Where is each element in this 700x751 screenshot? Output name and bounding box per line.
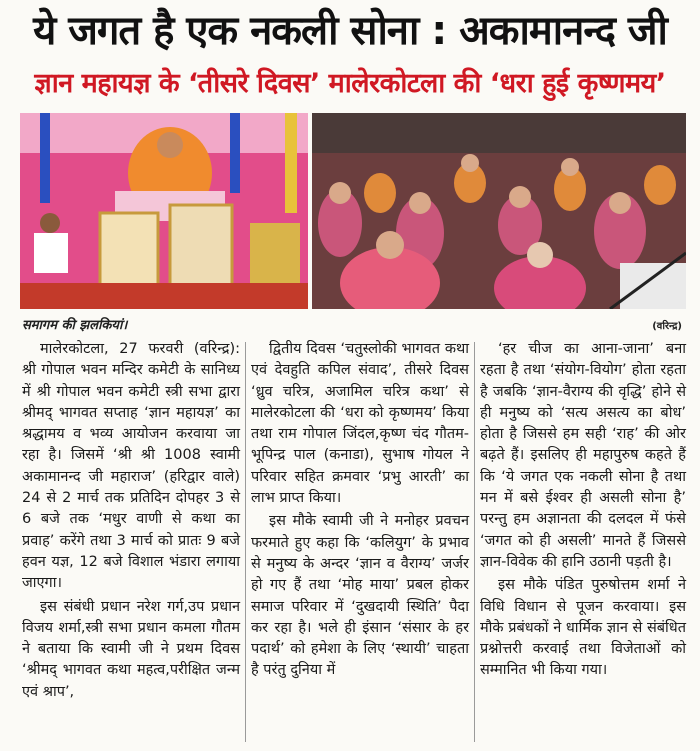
paragraph: ‘हर चीज का आना-जाना’ बना रहता है तथा ‘संयोग-वियोग’ होता रहता है जबकि ‘ज्ञान-वैराग्य की वृद्धि’ होने से ही मनुष्य को ‘सत्य असत्य का बोध’ होता है जिससे हम सही ‘राह’ की ओर बढ़ते हैं। इसलिए ही महापुरुष कहते हैं कि ‘ये जगत एक नकली सोना है तथा मन में बसे ईश्वर ही असली सोना है’ परन्तु हम अज्ञानता की दलदल में फंसे ‘जगत को ही असली’ मानते हैं जिससे ज्ञान-विवेक की हानि उठानी पड़ती है। <box>480 341 686 570</box>
photo-credit: (वरिन्द्र) <box>652 321 682 332</box>
column-1 <box>22 339 240 703</box>
column-2 <box>251 339 469 682</box>
paragraph: इस मौके स्वामी जी ने मनोहर प्रवचन फरमाते हुए कहा कि ‘कलियुग’ के प्रभाव से मनुष्य के अन्दर ‘ज्ञान व वैराग्य’ जर्जर हो गए हैं तथा ‘मोह माया’ प्रबल होकर समाज परिवार में ‘दुखदायी स्थिति’ पैदा कर रहा है। भले ही इंसान ‘संसार के हर पदार्थ’ को हमेशा के लिए ‘स्थायी’ चाहता है परंतु दुनिया में <box>251 513 469 679</box>
event-photo <box>20 113 686 309</box>
paragraph: मालेरकोटला, 27 फरवरी (वरिन्द्र): श्री गोपाल भवन मन्दिर कमेटी के सानिध्य में श्री गोपाल भवन कमेटी स्त्री सभा द्वारा श्रीमद् भागवत सप्ताह ‘ज्ञान महायज्ञ’ का श्रद्धामय व भव्य आयोजन करवाया जा रहा है। जिसमें ‘श्री श्री 1008 स्वामी अकामानन्द जी महाराज’ (हरिद्वार वाले) 24 से 2 मार्च तक प्रतिदिन दोपहर 3 से 6 बजे तक ‘मधुर वाणी से कथा का प्रवाह’ करेंगे तथा 3 मार्च को प्रातः 9 बजे हवन यज्ञ, 12 बजे विशाल भंडारा लगाया जाएगा। <box>22 341 240 592</box>
paragraph: इस मौके पंडित पुरुषोत्तम शर्मा ने विधि विधान से पूजन करवाया। इस मौके प्रबंधकों ने धार्मिक ज्ञान से संबंधित प्रश्नोत्तरी करवाई तथा विजेताओं को सम्मानित भी किया गया। <box>480 577 686 679</box>
column-divider <box>245 342 246 742</box>
column-divider <box>474 342 475 742</box>
subheadline: ज्ञान महायज्ञ के ‘तीसरे दिवस’ मालेरकोटला की ‘धरा हुई कृष्णमय’ <box>34 68 666 99</box>
headline: ये जगत है एक नकली सोना : अकामानन्द जी <box>33 8 667 54</box>
paragraph: इस संबंधी प्रधान नरेश गर्ग,उप प्रधान विजय शर्मा,स्त्री सभा प्रधान कमला गौतम ने बताया कि स्वामी जी ने प्रथम दिवस ‘श्रीमद् भागवत कथा महत्व,परीक्षित जन्म एवं श्राप’, <box>22 598 240 700</box>
paragraph: द्वितीय दिवस ‘चतुस्लोकी भागवत कथा एवं देवहुति कपिल संवाद’, तीसरे दिवस ‘ध्रुव चरित्र, अजामिल चरित्र कथा’ से मालेरकोटला की ‘धरा को कृष्णमय’ किया तथा राम गोपाल जिंदल,कृष्ण चंद गौतम-भूपिन्द्र पाल (कनाडा), सुभाष गोयल ने परिवार सहित क्रमवार ‘प्रभु आरती’ का लाभ प्राप्त किया। <box>251 341 469 507</box>
photo-caption: समागम की झलकियां। <box>22 318 128 333</box>
column-3 <box>480 339 686 682</box>
